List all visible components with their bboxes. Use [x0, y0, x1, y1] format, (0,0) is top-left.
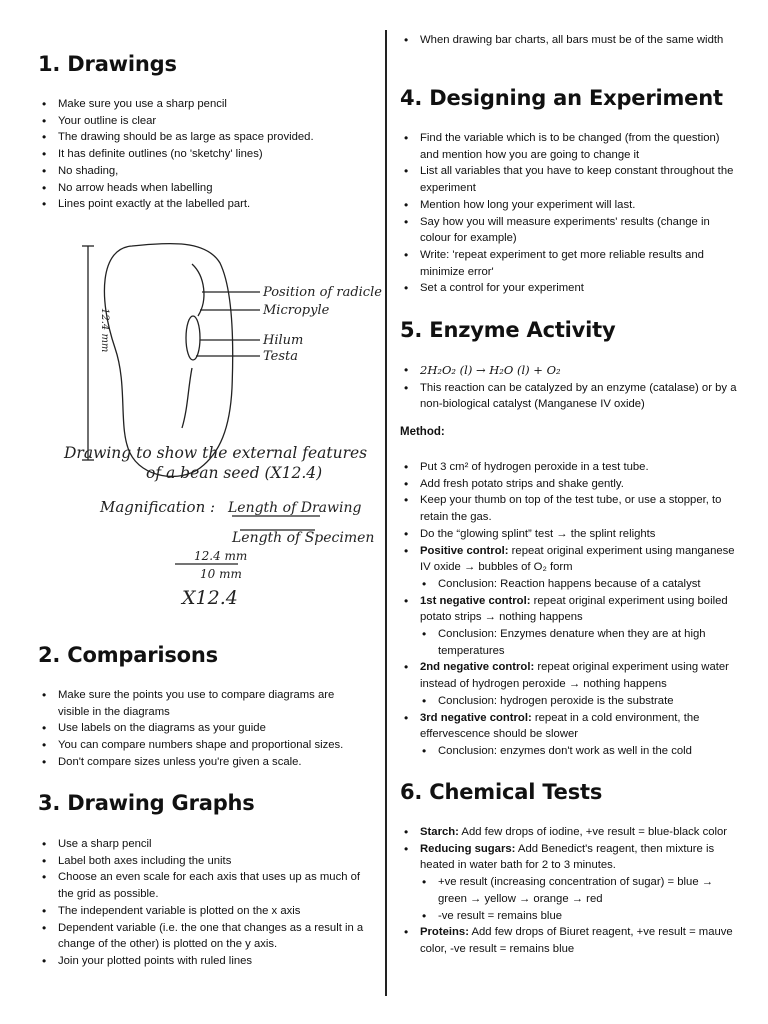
starch-label: Starch:	[420, 826, 459, 838]
list-item: • No arrow heads when labelling	[38, 180, 368, 197]
list-item: • Starch: Add few drops of iodine, +ve result = blue-black color	[400, 824, 740, 841]
heading-drawings: 1. Drawings	[38, 52, 177, 76]
list-item: • Conclusion: Enzymes denature when they are at high temperatures	[400, 626, 740, 659]
graphs-list	[38, 836, 368, 970]
radicle-line	[192, 264, 204, 316]
heading-enzyme-activity: 5. Enzyme Activity	[400, 318, 616, 342]
positive-control-label: Positive control:	[420, 544, 509, 557]
method-label: Method:	[400, 426, 445, 438]
list-item: • The drawing should be as large as space provided.	[38, 129, 368, 146]
list-item: • Set a control for your experiment	[400, 280, 740, 297]
list-item: • Label both axes including the units	[38, 853, 368, 870]
list-item: • You can compare numbers shape and proportional sizes.	[38, 737, 368, 754]
list-item: • The independent variable is plotted on the x axis	[38, 903, 368, 920]
list-item: • Write: 'repeat experiment to get more reliable results and minimize error'	[400, 247, 740, 280]
calc-denominator: 10 mm	[200, 567, 242, 581]
experiment-list	[400, 130, 740, 297]
list-item: • Conclusion: hydrogen peroxide is the substrate	[400, 693, 740, 710]
drawings-list	[38, 96, 368, 213]
list-item: • Positive control: repeat original experiment using manganese IV oxide → bubbles of O₂ form	[400, 543, 740, 576]
list-item: • Mention how long your experiment will last.	[400, 197, 740, 214]
list-item: • Say how you will measure experiments' results (change in colour for example)	[400, 214, 740, 247]
list-item: • Do the “glowing splint” test → the splint relights	[400, 526, 740, 543]
list-item: • Choose an even scale for each axis that uses up as much of the grid as possible.	[38, 869, 368, 902]
label-testa: Testa	[263, 349, 299, 364]
magnification-label: Magnification :	[100, 498, 216, 516]
list-item: • Make sure the points you use to compare diagrams are visible in the diagrams	[38, 687, 368, 720]
method-list	[400, 459, 740, 760]
list-item: • Reducing sugars: Add Benedict's reagent, then mixture is heated in water bath for 2 to 3 minutes.	[400, 841, 740, 874]
list-item: • Lines point exactly at the labelled part.	[38, 196, 368, 213]
first-negative-control-label: 1st negative control:	[420, 594, 531, 607]
magnification-result: X12.4	[182, 587, 238, 609]
formula-numerator: Length of Drawing	[228, 500, 362, 516]
list-item: • 2nd negative control: repeat original experiment using water instead of hydrogen peroxide → nothing happens	[400, 659, 740, 692]
formula-denominator: Length of Specimen	[232, 530, 375, 546]
hilum-shape	[186, 316, 200, 360]
list-item: • Add fresh potato strips and shake gently.	[400, 476, 740, 493]
list-item	[400, 362, 740, 380]
testa-line	[182, 368, 192, 428]
label-micropyle: Micropyle	[263, 303, 330, 318]
second-negative-control-label: 2nd negative control:	[420, 661, 535, 674]
list-item: • Proteins: Add few drops of Biuret reagent, +ve result = mauve color, -ve result = remains blue	[400, 924, 740, 957]
bean-outline	[104, 244, 232, 477]
reaction-formula: 2H₂O₂ (l) → H₂O (l) + O₂	[420, 363, 561, 377]
list-item: • Don't compare sizes unless you're given a scale.	[38, 754, 368, 771]
bean-seed-drawing	[60, 228, 382, 618]
list-item: • Conclusion: Reaction happens because of a catalyst	[400, 576, 740, 593]
heading-drawing-graphs: 3. Drawing Graphs	[38, 791, 255, 815]
list-item: • This reaction can be catalyzed by an enzyme (catalase) or by a non-biological catalyst (Manganese IV oxide)	[400, 380, 740, 413]
caption-line-2: of a bean seed (X12.4)	[146, 464, 323, 482]
list-item: • No shading,	[38, 163, 368, 180]
label-hilum: Hilum	[263, 333, 304, 348]
heading-comparisons: 2. Comparisons	[38, 643, 218, 667]
label-radicle: Position of radicle	[263, 285, 382, 300]
list-item: • Put 3 cm² of hydrogen peroxide in a test tube.	[400, 459, 740, 476]
dimension-label: 12.4 mm	[99, 308, 110, 353]
reducing-sugars-label: Reducing sugars:	[420, 842, 516, 855]
list-item: • It has definite outlines (no 'sketchy' lines)	[38, 146, 368, 163]
list-item: • +ve result (increasing concentration of sugar) = blue → green → yellow → orange → red	[400, 874, 740, 907]
calc-numerator: 12.4 mm	[194, 549, 248, 563]
list-item: • 1st negative control: repeat original experiment using boiled potato strips → nothing happens	[400, 593, 740, 626]
list-item: • Keep your thumb on top of the test tube, or use a stopper, to retain the gas.	[400, 492, 740, 525]
list-item: • Find the variable which is to be changed (from the question) and mention how you are going to change it	[400, 130, 740, 163]
list-item: • -ve result = remains blue	[400, 908, 740, 925]
caption-line-1: Drawing to show the external features	[64, 444, 368, 462]
enzyme-intro-list	[400, 362, 740, 413]
list-item: • Your outline is clear	[38, 113, 368, 130]
heading-chemical-tests: 6. Chemical Tests	[400, 780, 603, 804]
comparisons-list	[38, 687, 368, 771]
list-item: • Conclusion: enzymes don't work as well in the cold	[400, 743, 740, 760]
list-item: • 3rd negative control: repeat in a cold environment, the effervescence should be slower	[400, 710, 740, 743]
column-divider	[385, 30, 387, 996]
list-item: • Dependent variable (i.e. the one that changes as a result in a change of the other) is plotted on the y axis.	[38, 920, 368, 953]
chemical-tests-list	[400, 824, 740, 958]
third-negative-control-label: 3rd negative control:	[420, 711, 532, 724]
list-item: • Join your plotted points with ruled lines	[38, 953, 368, 970]
proteins-label: Proteins:	[420, 926, 469, 939]
list-item: • Make sure you use a sharp pencil	[38, 96, 368, 113]
list-item: • Use labels on the diagrams as your guide	[38, 720, 368, 737]
list-item: • When drawing bar charts, all bars must be of the same width	[400, 32, 740, 49]
heading-designing-experiment: 4. Designing an Experiment	[400, 86, 723, 110]
list-item: • Use a sharp pencil	[38, 836, 368, 853]
list-item: • List all variables that you have to keep constant throughout the experiment	[400, 163, 740, 196]
graphs-continued-list	[400, 32, 740, 49]
